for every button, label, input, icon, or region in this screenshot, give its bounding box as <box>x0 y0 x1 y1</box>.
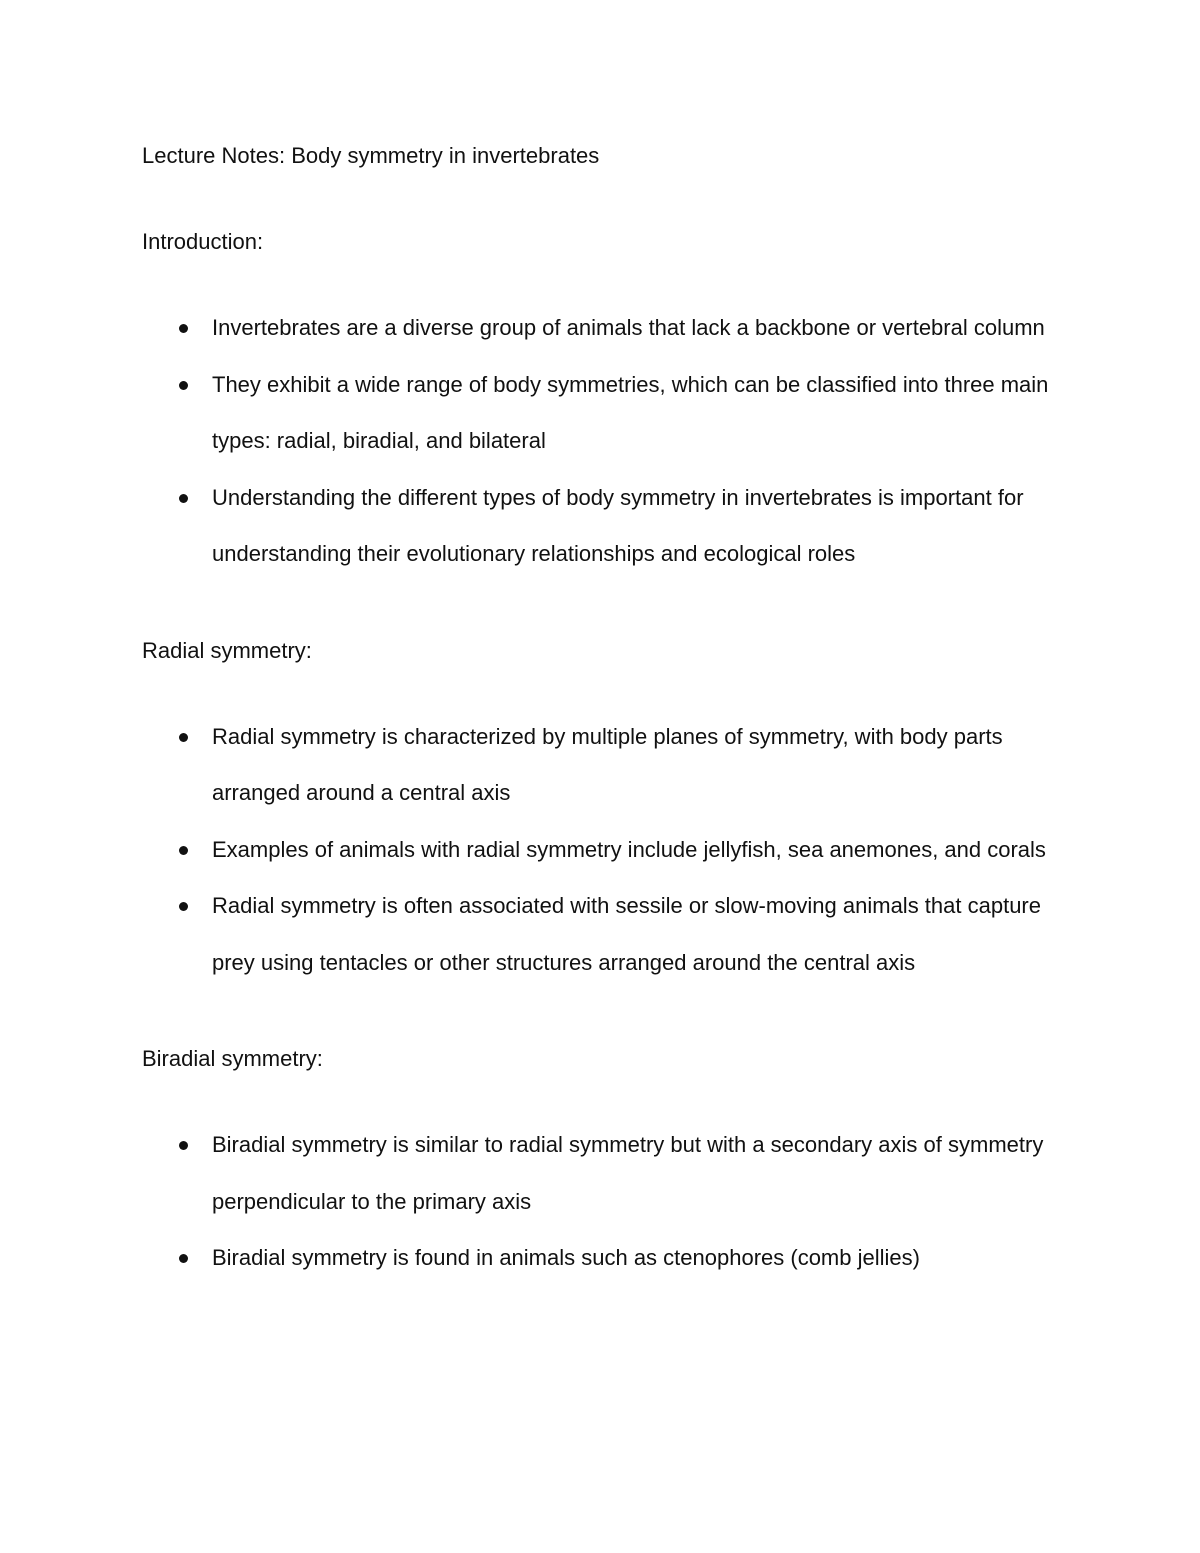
list-item-text: Radial symmetry is characterized by multiple planes of symmetry, with body parts arranged around a central axis <box>212 723 1003 805</box>
bullet-icon <box>179 902 188 911</box>
section-heading-radial-symmetry: Radial symmetry: <box>142 637 312 663</box>
bullet-list-radial-symmetry <box>142 709 1072 992</box>
section-heading-biradial-symmetry: Biradial symmetry: <box>142 1046 323 1071</box>
list-item <box>142 878 1072 991</box>
list-item-text: Examples of animals with radial symmetry include jellyfish, sea anemones, and corals <box>212 836 1046 862</box>
bullet-list-biradial-symmetry <box>142 1117 1072 1287</box>
bullet-list-introduction <box>142 300 1072 583</box>
list-item <box>142 470 1072 583</box>
list-item-text: Radial symmetry is often associated with sessile or slow-moving animals that capture prey using tentacles or other structures arranged around the central axis <box>212 893 1041 975</box>
list-item <box>142 357 1072 470</box>
bullet-icon <box>179 1141 188 1150</box>
list-item <box>142 300 1072 357</box>
bullet-icon <box>179 1254 188 1263</box>
bullet-icon <box>179 324 188 333</box>
list-item <box>142 709 1072 822</box>
list-item <box>142 1117 1072 1230</box>
bullet-icon <box>179 494 188 503</box>
list-item-text: Invertebrates are a diverse group of animals that lack a backbone or vertebral column <box>212 315 1045 340</box>
document-title: Lecture Notes: Body symmetry in invertebrates <box>142 143 600 168</box>
list-item-text: Understanding the different types of body symmetry in invertebrates is important for understanding their evolutionary relationships and ecological roles <box>212 484 1024 566</box>
document-body <box>142 138 1072 1337</box>
list-item-text: Biradial symmetry is similar to radial symmetry but with a secondary axis of symmetry perpendicular to the primary axis <box>212 1132 1044 1214</box>
list-item-text: Biradial symmetry is found in animals such as ctenophores (comb jellies) <box>212 1245 920 1270</box>
list-item <box>142 1230 1072 1287</box>
bullet-icon <box>179 381 188 390</box>
list-item <box>142 822 1072 879</box>
section-heading-introduction: Introduction: <box>142 229 264 254</box>
list-item-text: They exhibit a wide range of body symmetries, which can be classified into three main types: radial, biradial, and bilateral <box>212 371 1049 453</box>
bullet-icon <box>179 846 188 855</box>
bullet-icon <box>179 733 188 742</box>
